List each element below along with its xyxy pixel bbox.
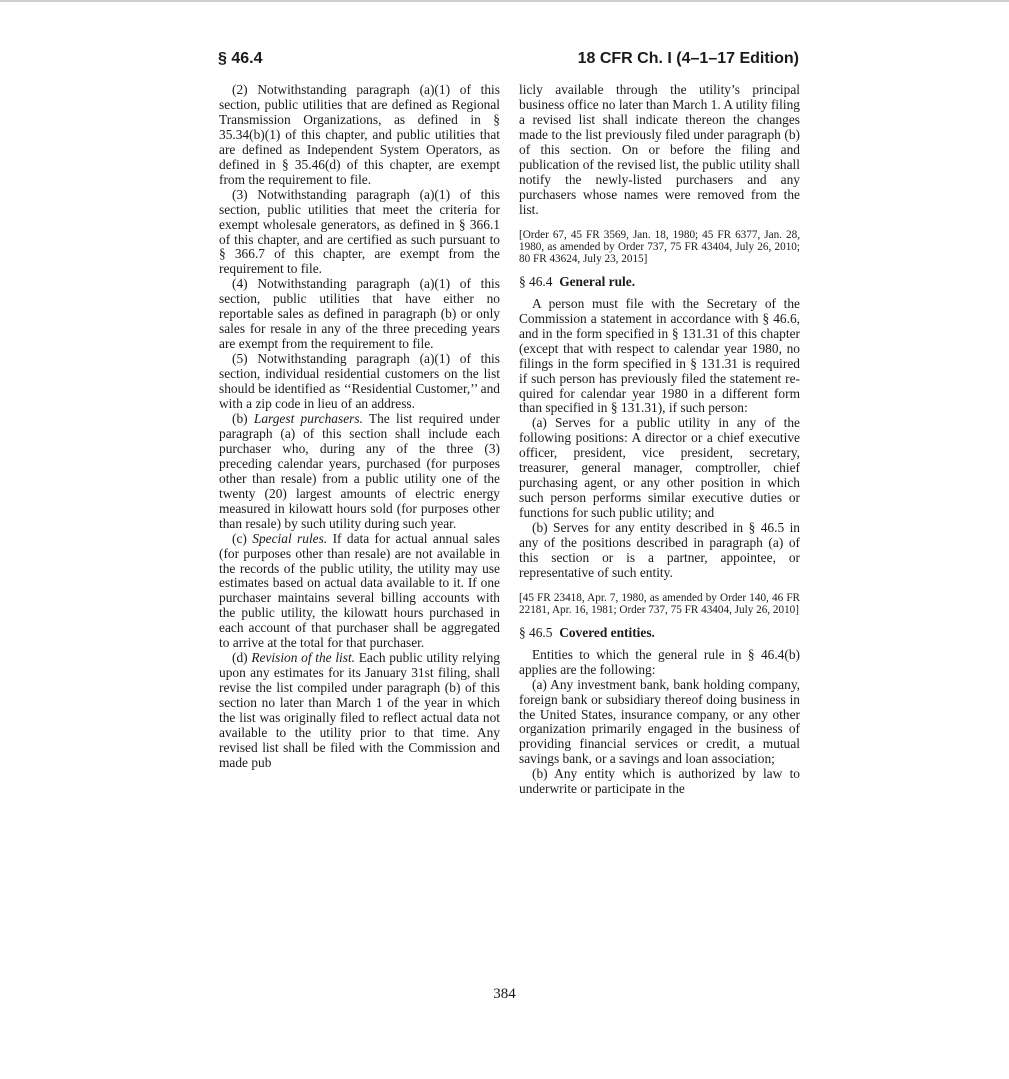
section-46-5-b: (b) Any entity which is authorized by law to underwrite or participate in the (519, 766, 800, 797)
paragraph-b-body: The list required under paragraph (a) of this section shall include each purchaser who, during any of the three (3) preceding calendar years, purchased (for purposes other than resale) from a public utility one of the twenty (20) largest amounts of electric energy measured in kilowatt hours sold (for purposes other than resale) by such utility during such year. (219, 410, 500, 531)
paragraph-b-prefix: (b) (232, 410, 254, 426)
section-title: General rule. (559, 273, 636, 289)
paragraph-a2: (2) Notwithstanding paragraph (a)(1) of this section, public utilities that are defined as Regional Transmission Organizations, as defined in § 35.34(b)(1) of this chapter, and public utilities that are defined as Independent System Operators, as defined in § 35.46(d) of this chapter, are exempt from the requirement to file. (219, 82, 500, 187)
section-46-5-intro: Entities to which the general rule in § 46.4(b) applies are the following: (519, 646, 800, 677)
section-heading-46-5 (519, 625, 800, 640)
paragraph-c-prefix: (c) (232, 530, 253, 546)
section-46-4-a: (a) Serves for a public utility in any of the following positions: A director or a chief executive officer, president, vice president, secretary, treasurer, general manager, comptroller, chief purchasing agent, or any other position in which such person performs similar executive duties or functions for such public utility; and (519, 415, 800, 521)
running-header-edition: 18 CFR Ch. I (4–1–17 Edition) (577, 50, 799, 67)
page-number: 384 (493, 986, 516, 1002)
section-heading-46-4 (519, 274, 800, 289)
paragraph-a5: (5) Notwithstanding paragraph (a)(1) of this section, individual residential customers on the list should be identified as ‘‘Residential Customer,’’ and with a zip code in lieu of an address. (219, 351, 500, 412)
paragraph-c-heading: Special rules. (252, 530, 328, 546)
paragraph-c (219, 532, 500, 652)
paragraph-d-heading: Revision of the list. (251, 650, 356, 666)
section-46-4-intro: A person must file with the Secretary of the Commission a statement in accordance with § 46.6, and in the form specified in § 131.31 of this chapter (except that with respect to calendar year 1980, no filings in the form specified in § 131.31 is required if such person has previously filed the statement required for calendar year 1980 in a different form than specified in § 131.31), if such person: (519, 295, 800, 416)
source-note-46-4: [45 FR 23418, Apr. 7, 1980, as amended by Order 140, 46 FR 22181, Apr. 16, 1981; Order 737, 75 FR 43404, July 26, 2010] (519, 591, 800, 617)
paragraph-d (219, 651, 500, 771)
source-note-46-3: [Order 67, 45 FR 3569, Jan. 18, 1980; 45 FR 6377, Jan. 28, 1980, as amended by Order 737, 75 FR 43404, July 26, 2010; 80 FR 43624, July 23, 2015] (519, 228, 800, 266)
paragraph-a3: (3) Notwithstanding paragraph (a)(1) of this section, public utilities that meet the criteria for exempt wholesale generators, as defined in § 366.1 of this chapter, and are certified as such pursuant to § 366.7 of this chapter, are exempt from the requirement to file. (219, 186, 500, 277)
paragraph-d-continued: licly available through the utility’s principal business office no later than March 1. A utility filing a revised list shall indicate thereon the changes made to the list previously filed under paragraph (b) of this section. On or before the filing and publication of the revised list, the public utility shall notify the newly-listed purchasers and any purchasers whose names were removed from the list. (519, 82, 800, 217)
running-header-section: § 46.4 (218, 50, 263, 67)
paragraph-b (219, 412, 500, 532)
paragraph-d-body: Each public utility relying upon any estimates for its January 31st filing, shall revise the list compiled under paragraph (b) of this section no later than March 1 of the year in which the list was originally filed to reflect actual data not available to the utility prior to that time. Any revised list shall be filed with the Commission and made pub (219, 650, 501, 770)
left-column (219, 83, 500, 771)
top-border (0, 0, 1009, 2)
section-number: § 46.4 (519, 273, 553, 289)
paragraph-c-body: If data for actual annual sales (for purposes other than resale) are not available in the records of the public utility, the utility may use estimates based on actual data available to it. If one purchaser maintains several billing accounts with the public utility, the kilowatt hours purchased in each account of that purchaser shall be aggregated to arrive at the total for that purchaser. (219, 530, 501, 651)
section-number: § 46.5 (519, 624, 553, 640)
paragraph-a4: (4) Notwithstanding paragraph (a)(1) of this section, public utilities that have either no reportable sales as defined in paragraph (b) or only sales for resale in any of the three preceding years are exempt from the requirement to file. (219, 276, 500, 352)
section-46-4-b: (b) Serves for any entity described in § 46.5 in any of the positions described in paragraph (a) of this section or is a partner, appointee, or representative of such entity. (519, 520, 800, 580)
section-46-5-a: (a) Any investment bank, bank holding company, foreign bank or subsidiary thereof doing business in the United States, insurance company, or any other organization primarily engaged in the business of providing financial services or credit, a mutual savings bank, or a savings and loan association; (519, 676, 800, 767)
right-column (519, 83, 800, 797)
section-title: Covered entities. (559, 624, 655, 640)
paragraph-b-heading: Largest purchasers. (253, 410, 363, 426)
paragraph-d-prefix: (d) (232, 650, 252, 666)
